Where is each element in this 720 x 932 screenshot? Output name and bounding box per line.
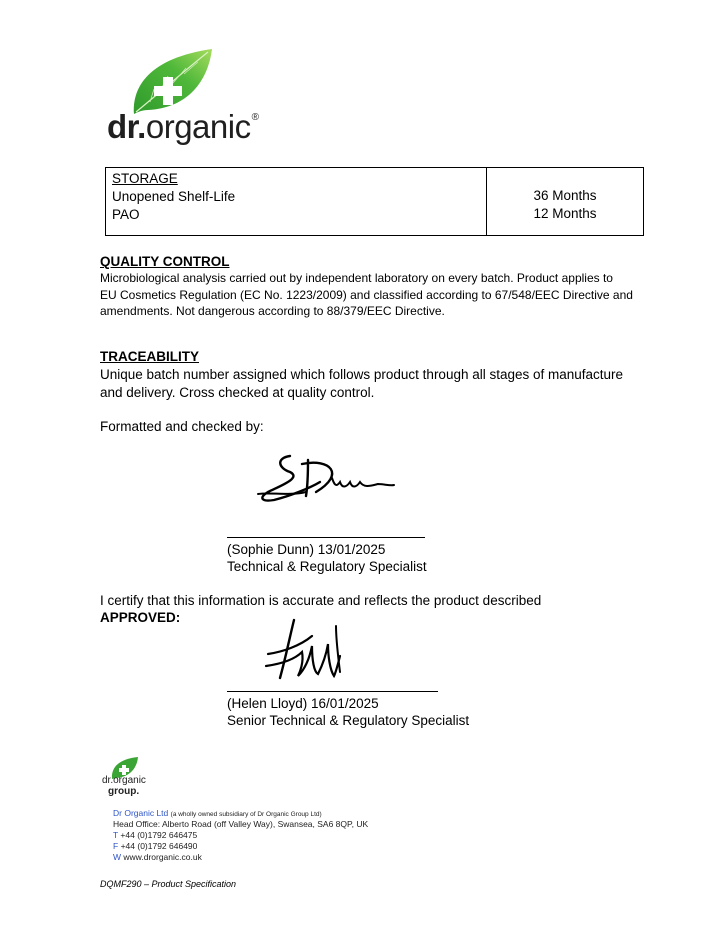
- paragraph-line: EU Cosmetics Regulation (EC No. 1223/2009) and classified according to 67/548/EEC Directive and: [100, 287, 633, 302]
- group-logo-text: dr.organic: [102, 775, 146, 786]
- paragraph-line: Unique batch number assigned which follows product through all stages of manufacture: [100, 367, 624, 382]
- web-label: W: [113, 852, 122, 862]
- brand-wordmark: [107, 108, 258, 146]
- brand-light-text: organic: [145, 108, 251, 145]
- signer-name-date: (Sophie Dunn) 13/01/2025: [227, 542, 386, 557]
- head-office: Head Office: Alberto Road (off Valley Way), Swansea, SA6 8QP, UK: [113, 819, 369, 829]
- quality-control-heading: QUALITY CONTROL: [100, 254, 230, 269]
- paragraph-line: Microbiological analysis carried out by independent laboratory on every batch. Product applies to: [100, 271, 613, 285]
- storage-row-label: PAO: [112, 207, 140, 222]
- storage-row-label: Unopened Shelf-Life: [112, 189, 236, 204]
- traceability-heading: TRACEABILITY: [100, 349, 199, 364]
- paragraph-line: amendments. Not dangerous according to 88/379/EEC Directive.: [100, 304, 445, 318]
- fax-number: +44 (0)1792 646490: [120, 841, 198, 851]
- phone-label: T: [113, 830, 119, 840]
- storage-values-cell: [487, 168, 644, 236]
- paragraph-line: and delivery. Cross checked at quality control.: [100, 385, 375, 400]
- group-logo-line1: [102, 776, 146, 786]
- approver-name-date: (Helen Lloyd) 16/01/2025: [227, 696, 379, 711]
- registered-mark: ®: [251, 112, 259, 123]
- brand-bold-text: dr.: [107, 108, 146, 145]
- signature-helen-lloyd: [260, 616, 350, 684]
- fax-label: F: [113, 841, 119, 851]
- approved-label: APPROVED:: [100, 610, 181, 625]
- company-note: (a wholly owned subsidiary of Dr Organic Group Ltd): [170, 811, 322, 818]
- signature-line: [227, 537, 425, 538]
- group-logo-line2: group.: [108, 786, 140, 797]
- quality-control-text: [100, 270, 640, 320]
- storage-row-value: 36 Months: [533, 188, 597, 203]
- signature-line: [227, 691, 438, 692]
- storage-row-value: 12 Months: [533, 206, 597, 221]
- phone-number: +44 (0)1792 646475: [120, 830, 198, 840]
- company-name: Dr Organic Ltd: [113, 808, 169, 818]
- storage-labels-cell: [106, 168, 487, 236]
- phone-line: [113, 830, 197, 841]
- formatted-by-label: Formatted and checked by:: [100, 419, 264, 434]
- web-line: [113, 852, 202, 863]
- certify-statement: I certify that this information is accurate and reflects the product described: [100, 593, 542, 608]
- website[interactable]: www.drorganic.co.uk: [123, 852, 202, 862]
- storage-table: [105, 167, 644, 236]
- signature-sophie-dunn: [250, 452, 400, 508]
- storage-heading: STORAGE: [112, 171, 178, 186]
- document-reference: DQMF290 – Product Specification: [100, 879, 237, 889]
- signer-role: Technical & Regulatory Specialist: [227, 559, 427, 574]
- approver-role: Senior Technical & Regulatory Specialist: [227, 713, 470, 728]
- fax-line: [113, 841, 197, 852]
- traceability-text: [100, 366, 640, 402]
